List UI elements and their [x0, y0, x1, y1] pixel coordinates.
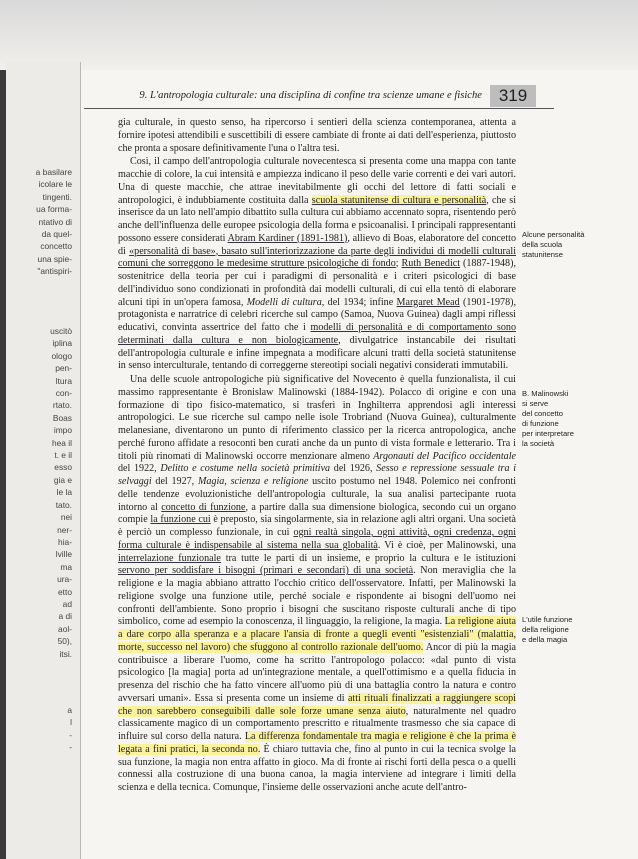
facing-page-line: nei [60, 512, 72, 523]
facing-page-line: le la [56, 487, 72, 498]
margin-note-line: B. Malinowski [522, 389, 569, 398]
facing-page-line: ologo [51, 350, 72, 361]
margin-note-line: L'utile funzione [522, 615, 573, 624]
facing-page-line: ntativo di [38, 216, 72, 227]
running-header [139, 86, 620, 108]
margin-note-line: della religione [522, 625, 569, 634]
facing-page-line: ad [62, 598, 72, 609]
margin-note-line: per interpretare [522, 429, 574, 438]
facing-page-line: impo [53, 425, 72, 436]
page-number: 319 [490, 85, 536, 107]
facing-page-line: ua forma- [36, 204, 72, 215]
facing-page-line: rtato. [52, 400, 72, 411]
facing-page-line: etto [58, 586, 72, 597]
margin-note-religione-magia [522, 615, 608, 645]
facing-page-line: t. e il [54, 450, 72, 461]
facing-page-line: una spie- [37, 253, 72, 264]
margin-note-line: e della magia [522, 635, 568, 644]
paragraph-2: Così, il campo dell'antropologia culturale novecentesca si presenta come una mappa con tante macchie di colore, la cui intensità e ampiezza indicano il peso delle varie correnti e dei vari autori. Una di queste macchie, che attrae inevitabilmente gli occhi del lettore di fatti sociali e antropologici, è indubbiamente costituita dalla scuola statunitense di cultura e personalità, che si inserisce da un lato nell'ampio dibattito sulla cultura cui abbiamo accennato sopra, risentendo però anche dell'influenza delle europee psicologia della forma e psicoanalisi. I principali rappresentanti possono essere considerati Abram Kardiner (1891-1981), allievo di Boas, elaboratore del concetto di «personalità di base», basato sull'interiorizzazione da parte degli individui di modelli culturali comuni che sorreggono le medesime strutture psicologiche di fondo; Ruth Benedict (1887-1948), sostenitrice della teoria per cui i paradigmi di personalità e i criteri psicologici di base dell'individuo sono condizionati in profondità dai modelli culturali, di cui ella tentò di elaborare alcuni tipi in un'opera famosa, Modelli di cultura, del 1934; infine Margaret Mead (1901-1978), protagonista e narratrice di celebri ricerche sul campo (Samoa, Nuova Guinea) dagli ampi riflessi educativi, convinta assertrice del fatto che i modelli di personalità e di comportamento sono determinati dalla cultura e non biologicamente, divulgatrice instancabile dei risultati dell'antropologia culturale e infine impegnata a modificare alcuni tratti della società statunitense in senso interculturale, tentando di correggerne stereotipi sociali negativi considerati immutabili. [118, 156, 517, 372]
paragraph-3: Una delle scuole antropologiche più significative del Novecento è quella funzionalista, il cui massimo rappresentante è Bronislaw Malinowski (1884-1942). Polacco di origine e con una formazione di tipo fisico-matematico, si trasferì in Inghilterra apprendosi agli interessi antropologici. Le sue ricerche sul campo nelle isole Trobriand (Nuova Guinea), culturalmente melanesiane, diventarono un punto di riferimento classico per la ricerca antropologica, anche perché furono affidate a resoconti ben curati anche da un punto di vista formale e letterario. Tra i titoli più rinomati di Malinowski occorre menzionare almeno Argonauti del Pacifico occidentale del 1922, Delitto e costume nella società primitiva del 1926, Sesso e repressione sessuale tra i selvaggi del 1927, Magia, scienza e religione uscito postumo nel 1948. Polemico nei confronti delle tendenze evoluzionistiche dell'antropologia culturale, la sua analisi partecipante ruota intorno al concetto di funzione, a partire dalla sua dimensione biologica, secondo cui un organo compie la funzione cui è preposto, sia singolarmente, sia in relazione agli altri organi. Una società è perciò un complesso funzionale, in cui ogni realtà singola, ogni attività, ogni credenza, ogni forma culturale è indispensabile al sistema nella sua globalità. Vi è cioè, per Malinowski, una interrelazione funzionale tra tutte le parti di un insieme, e proprio la cultura e le istituzioni servono per soddisfare i bisogni (primari e secondari) di una società. Non meraviglia che la religione e la magia abbiano attratto l'occhio critico dell'osservatore. Infatti, per Malinowski la religione svolge una funzione utile, perché sociale e rispondente ai bisogni dell'uomo nei confronti dell'ambiente. Sono proprio i bisogni che suscitano risposte culturali anche di tipo simbolico, come ad esempio la conoscenza, il linguaggio, la religione, la magia. La religione aiuta a dare corpo alla speranza e a placare l'ansia di fronte a quegli eventi "esistenziali" (malattia, morte, successo nel lavoro) che sfuggono al controllo razionale dell'uomo. Ancor di più la magia contribuisce a liberare l'uomo, come ha scritto l'antropologo polacco: «dal punto di vista psicologico [la magia] porta ad un'integrazione mentale, a quell'ottimismo e a quella fiducia in presenza del rischio che ha fatto vincere all'uomo più di una battaglia contro la natura e contro avversari umani». Essa si presenta come un insieme di atti rituali finalizzati a raggiungere scopi che non sarebbero conseguibili dalle sole forze umane senza aiuto, naturalmente nel quadro classicamente magico di un comportamento prescritto e ritualmente trasmesso che sia capace di influire sul corso della natura. La differenza fondamentale tra magia e religione è che la prima è legata a fini pratici, la seconda no. È chiaro tuttavia che, fino al punto in cui la tecnica svolge la sua funzione, la magia non entra affatto in gioco. Ma di fronte ai rischi forti della pesca o a quelli connessi alla costruzione di una buona canoa, la magia interviene ad integrare i limiti della scienza e della tecnica. Comunque, l'insieme delle osservazioni anche acute dell'antro- [118, 374, 517, 793]
margin-note-line: di funzione [522, 419, 559, 428]
facing-page-line: lville [55, 549, 72, 560]
facing-page-line: iplina [52, 338, 72, 349]
facing-page-line: uscitò [50, 326, 72, 336]
margin-note-line: della scuola [522, 240, 563, 249]
facing-page-text-block-2 [6, 325, 72, 660]
facing-page-line: con- [55, 388, 72, 399]
facing-page-line: tato. [55, 499, 72, 510]
facing-page-line: icolare le [38, 179, 72, 190]
facing-page-text-block-3 [6, 704, 72, 754]
facing-page-line: gia e [53, 474, 72, 485]
facing-page-line: da quel- [41, 229, 72, 240]
scan-top-shade [0, 0, 638, 70]
facing-page-line: "antispiri- [37, 266, 72, 277]
facing-page-line: pen- [55, 363, 72, 374]
facing-page-line: Boas [52, 412, 72, 423]
facing-page-line: ner- [57, 524, 72, 535]
facing-page-text-block-1 [6, 166, 72, 278]
header-rule [84, 108, 554, 109]
facing-page-line: - [69, 729, 72, 740]
margin-note-malinowski [522, 389, 608, 449]
facing-page-line: a basilare [35, 167, 72, 177]
margin-note-line: la società [522, 439, 555, 448]
facing-page-line: tingenti. [42, 191, 72, 202]
facing-page-line: concetto [40, 241, 72, 252]
main-text [118, 117, 516, 795]
facing-page-line: l [70, 717, 72, 728]
margin-note-line: del concetto [522, 409, 563, 418]
facing-page-line: a [67, 705, 72, 715]
facing-page-line: aol- [58, 623, 72, 634]
paragraph-1: gia culturale, in questo senso, ha ripercorso i sentieri della scienza contemporanea, attenta a fornire ipotesi attendibili e suscettibili di essere cambiate di fronte ai dati dell'esperienza, piuttosto che pronta a sposare definitivamente l'una o l'altra tesi. [118, 117, 516, 154]
margin-note-line: si serve [522, 399, 549, 408]
facing-page-fragment [6, 62, 81, 859]
facing-page-line: itsi. [59, 648, 72, 659]
facing-page-line: hea il [51, 437, 72, 448]
margin-note-line: statunitense [522, 250, 563, 259]
margin-note-statunitense [522, 230, 608, 260]
margin-note-line: Alcune personalità [522, 230, 585, 239]
facing-page-line: esso [54, 462, 72, 473]
facing-page-line: - [69, 742, 72, 753]
facing-page-line: ura- [57, 574, 72, 585]
chapter-title: 9. L'antropologia culturale: una disciplina di confine tra scienze umane e fisiche [139, 90, 482, 101]
facing-page-line: ltura [55, 375, 72, 386]
facing-page-line: a di [58, 611, 72, 622]
facing-page-line: hia- [58, 536, 72, 547]
facing-page-line: ma [60, 561, 72, 572]
facing-page-line: 50), [57, 636, 72, 647]
